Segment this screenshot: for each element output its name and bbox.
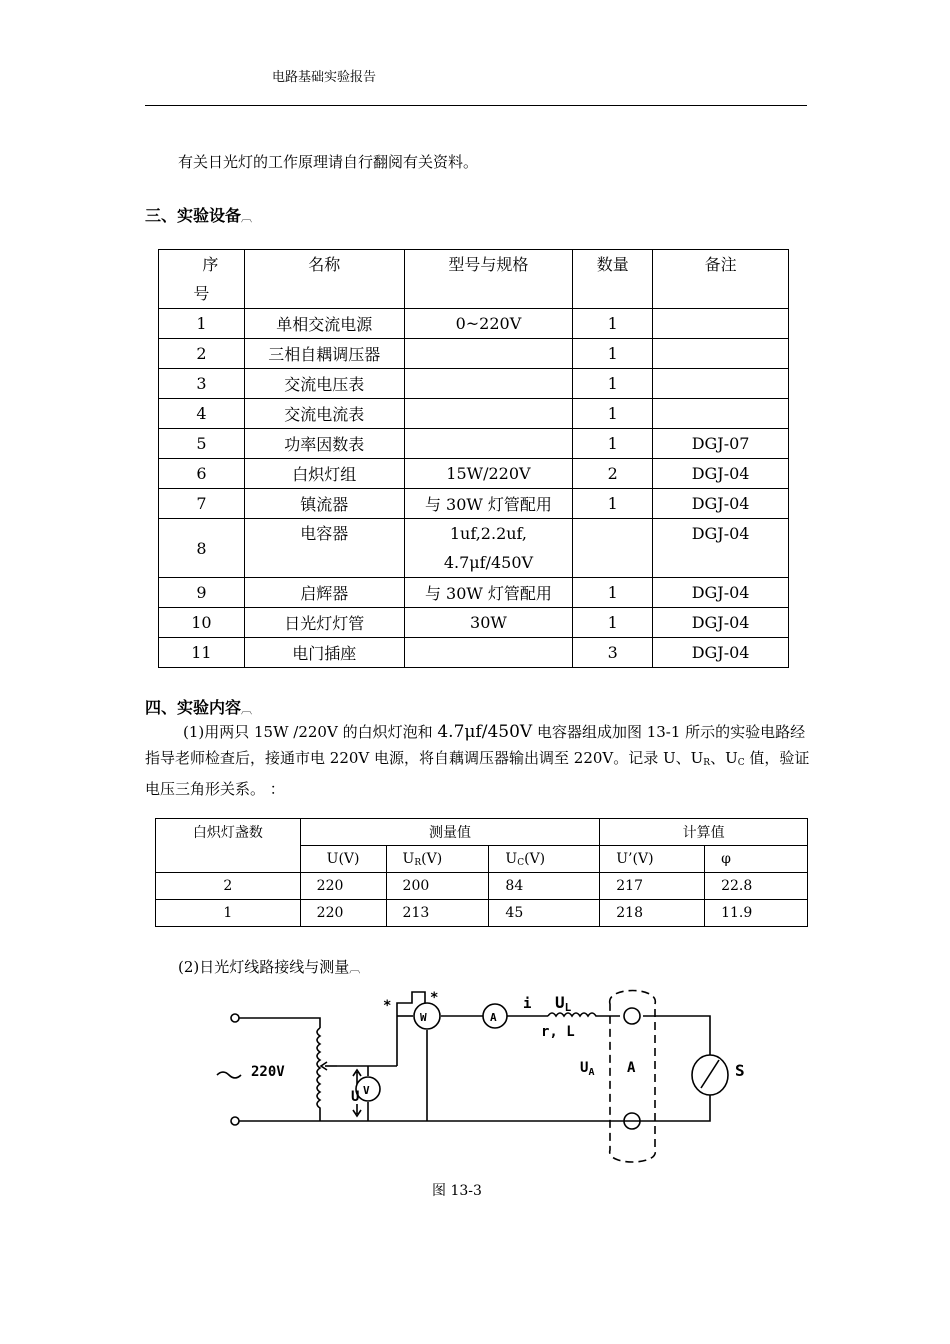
header-uprime: U’(V) xyxy=(600,846,705,873)
cell-note: DGJ-04 xyxy=(653,638,789,668)
cell-name: 日光灯灯管 xyxy=(244,608,404,638)
cell-no: 8 xyxy=(159,519,245,578)
cell-no: 3 xyxy=(159,369,245,399)
lamp-filament-top xyxy=(624,1008,640,1024)
cell-name: 单相交流电源 xyxy=(244,309,404,339)
header-lamp-count: 白炽灯盏数 xyxy=(156,819,301,873)
cell-note xyxy=(653,339,789,369)
figure-caption: 图 13-3 xyxy=(432,1183,482,1199)
wattmeter xyxy=(414,1003,440,1029)
cell-model xyxy=(404,429,573,459)
cell-note: DGJ-04 xyxy=(653,608,789,638)
cell-name: 电门插座 xyxy=(244,638,404,668)
cell-model: 0~220V xyxy=(404,309,573,339)
cell-name: 交流电压表 xyxy=(244,369,404,399)
table-row xyxy=(159,459,789,489)
header-divider xyxy=(145,105,807,106)
cell-name: 启辉器 xyxy=(244,578,404,608)
ballast-inductor xyxy=(548,1013,620,1016)
ac-source-icon xyxy=(217,1072,241,1078)
cell-no: 1 xyxy=(159,309,245,339)
cell-qty: 2 xyxy=(573,459,653,489)
header-ur: $U_R(V)$ xyxy=(386,846,489,873)
header-u: U(V) xyxy=(300,846,386,873)
section-4-heading xyxy=(145,695,252,718)
table-row xyxy=(159,399,789,429)
header-no: 序 号 xyxy=(159,250,245,309)
table-row xyxy=(159,578,789,608)
cell-qty: 1 xyxy=(573,369,653,399)
header-uc: $U_C(V)$ xyxy=(489,846,600,873)
ul-label: UL xyxy=(555,993,572,1014)
fluorescent-circuit-diagram xyxy=(205,980,765,1175)
cell-qty: 1 xyxy=(573,399,653,429)
cell-name: 交流电流表 xyxy=(244,399,404,429)
table-row xyxy=(159,608,789,638)
terminal-top xyxy=(231,1014,239,1022)
cell-ur: 200 xyxy=(386,873,489,900)
cell-name: 镇流器 xyxy=(244,489,404,519)
wattmeter-star-2: * xyxy=(430,990,439,1006)
cell-u: 220 xyxy=(300,900,386,927)
cell-ur: 213 xyxy=(386,900,489,927)
cell-uc: 84 xyxy=(489,873,600,900)
cell-note xyxy=(653,369,789,399)
table-row xyxy=(159,369,789,399)
cell-no: 11 xyxy=(159,638,245,668)
cell-no: 5 xyxy=(159,429,245,459)
header-model: 型号与规格 xyxy=(404,250,573,309)
table-row xyxy=(159,309,789,339)
cell-model xyxy=(404,399,573,429)
cell-qty: 1 xyxy=(573,339,653,369)
cell-no: 9 xyxy=(159,578,245,608)
header-qty: 数量 xyxy=(573,250,653,309)
cell-model: 与 30W 灯管配用 xyxy=(404,489,573,519)
cell-qty xyxy=(573,519,653,578)
experiment-paragraph-2: (2)日光灯线路接线与测量︹ xyxy=(178,958,361,976)
autotransformer-coil xyxy=(317,1028,320,1121)
cell-model xyxy=(404,638,573,668)
starter-label: S xyxy=(735,1061,745,1080)
ua-label: $U_A$ xyxy=(580,1060,595,1078)
cell-note: DGJ-07 xyxy=(653,429,789,459)
cell-name: 白炽灯组 xyxy=(244,459,404,489)
measurement-table xyxy=(155,818,808,927)
cell-model: 1uf,2.2uf, 4.7μf/450V xyxy=(404,519,573,578)
cell-qty: 1 xyxy=(573,309,653,339)
table-row xyxy=(156,900,808,927)
measurement-header-row xyxy=(156,819,808,846)
rl-label: r, L xyxy=(541,1024,575,1040)
equipment-table xyxy=(158,249,789,668)
table-row xyxy=(159,339,789,369)
section-3-title: 三、实验设备 xyxy=(145,206,242,225)
table-row xyxy=(156,873,808,900)
cell-no: 6 xyxy=(159,459,245,489)
cell-note xyxy=(653,309,789,339)
cell-u: 220 xyxy=(300,873,386,900)
cell-model: 30W xyxy=(404,608,573,638)
cell-qty: 3 xyxy=(573,638,653,668)
cell-count: 1 xyxy=(156,900,301,927)
voltmeter-label: V xyxy=(363,1084,370,1097)
page-header-title: 电路基础实验报告 xyxy=(272,70,377,85)
cell-qty: 1 xyxy=(573,489,653,519)
cell-name: 功率因数表 xyxy=(244,429,404,459)
cell-model: 与 30W 灯管配用 xyxy=(404,578,573,608)
wattmeter-label: W xyxy=(420,1011,427,1024)
cell-name: 三相自耦调压器 xyxy=(244,339,404,369)
table-row xyxy=(159,638,789,668)
cell-no: 4 xyxy=(159,399,245,429)
cell-note: DGJ-04 xyxy=(653,578,789,608)
cell-phi: 22.8 xyxy=(705,873,808,900)
header-name: 名称 xyxy=(244,250,404,309)
cell-no: 2 xyxy=(159,339,245,369)
u-label: U xyxy=(351,1089,360,1105)
header-note: 备注 xyxy=(653,250,789,309)
cell-model xyxy=(404,369,573,399)
cell-name: 电容器 xyxy=(244,519,404,578)
table-row xyxy=(159,429,789,459)
section-4-mark: ︹ xyxy=(241,703,253,716)
experiment-paragraph-1: (1)用两只 15W /220V 的白炽灯泡和 4.7μf/450V 电容器组成加图 13-1 所示的实验电路经指导老师检查后，接通市电 220V 电源，将自藕调压器输出调至 220V。记录 U、$U_R$、$U_C$ 值，验证电压三角形关系。 ： xyxy=(145,722,810,798)
intro-text: 有关日光灯的工作原理请自行翻阅有关资料。 xyxy=(178,153,479,171)
wattmeter-star-1: * xyxy=(383,998,392,1014)
source-voltage-label: 220V xyxy=(251,1064,285,1080)
lamp-label: A xyxy=(627,1060,636,1076)
cell-model xyxy=(404,339,573,369)
cell-uprime: 217 xyxy=(600,873,705,900)
cell-note: DGJ-04 xyxy=(653,519,789,578)
ammeter-label: A xyxy=(490,1011,497,1024)
cell-model: 15W/220V xyxy=(404,459,573,489)
cell-qty: 1 xyxy=(573,429,653,459)
cell-note: DGJ-04 xyxy=(653,489,789,519)
cell-uprime: 218 xyxy=(600,900,705,927)
table-row xyxy=(159,489,789,519)
cell-phi: 11.9 xyxy=(705,900,808,927)
cell-note: DGJ-04 xyxy=(653,459,789,489)
table-row xyxy=(159,519,789,578)
cell-no: 7 xyxy=(159,489,245,519)
cell-count: 2 xyxy=(156,873,301,900)
section-3-mark: ︹ xyxy=(241,211,253,224)
header-measured: 测量值 xyxy=(300,819,600,846)
header-phi: φ xyxy=(705,846,808,873)
cell-note xyxy=(653,399,789,429)
section-3-heading xyxy=(145,203,252,226)
cell-qty: 1 xyxy=(573,578,653,608)
equipment-header-row xyxy=(159,250,789,309)
cell-uc: 45 xyxy=(489,900,600,927)
cell-qty: 1 xyxy=(573,608,653,638)
section-4-title: 四、实验内容 xyxy=(145,698,242,717)
current-label: i xyxy=(523,996,532,1012)
cell-no: 10 xyxy=(159,608,245,638)
terminal-bottom xyxy=(231,1117,239,1125)
header-calculated: 计算值 xyxy=(600,819,808,846)
